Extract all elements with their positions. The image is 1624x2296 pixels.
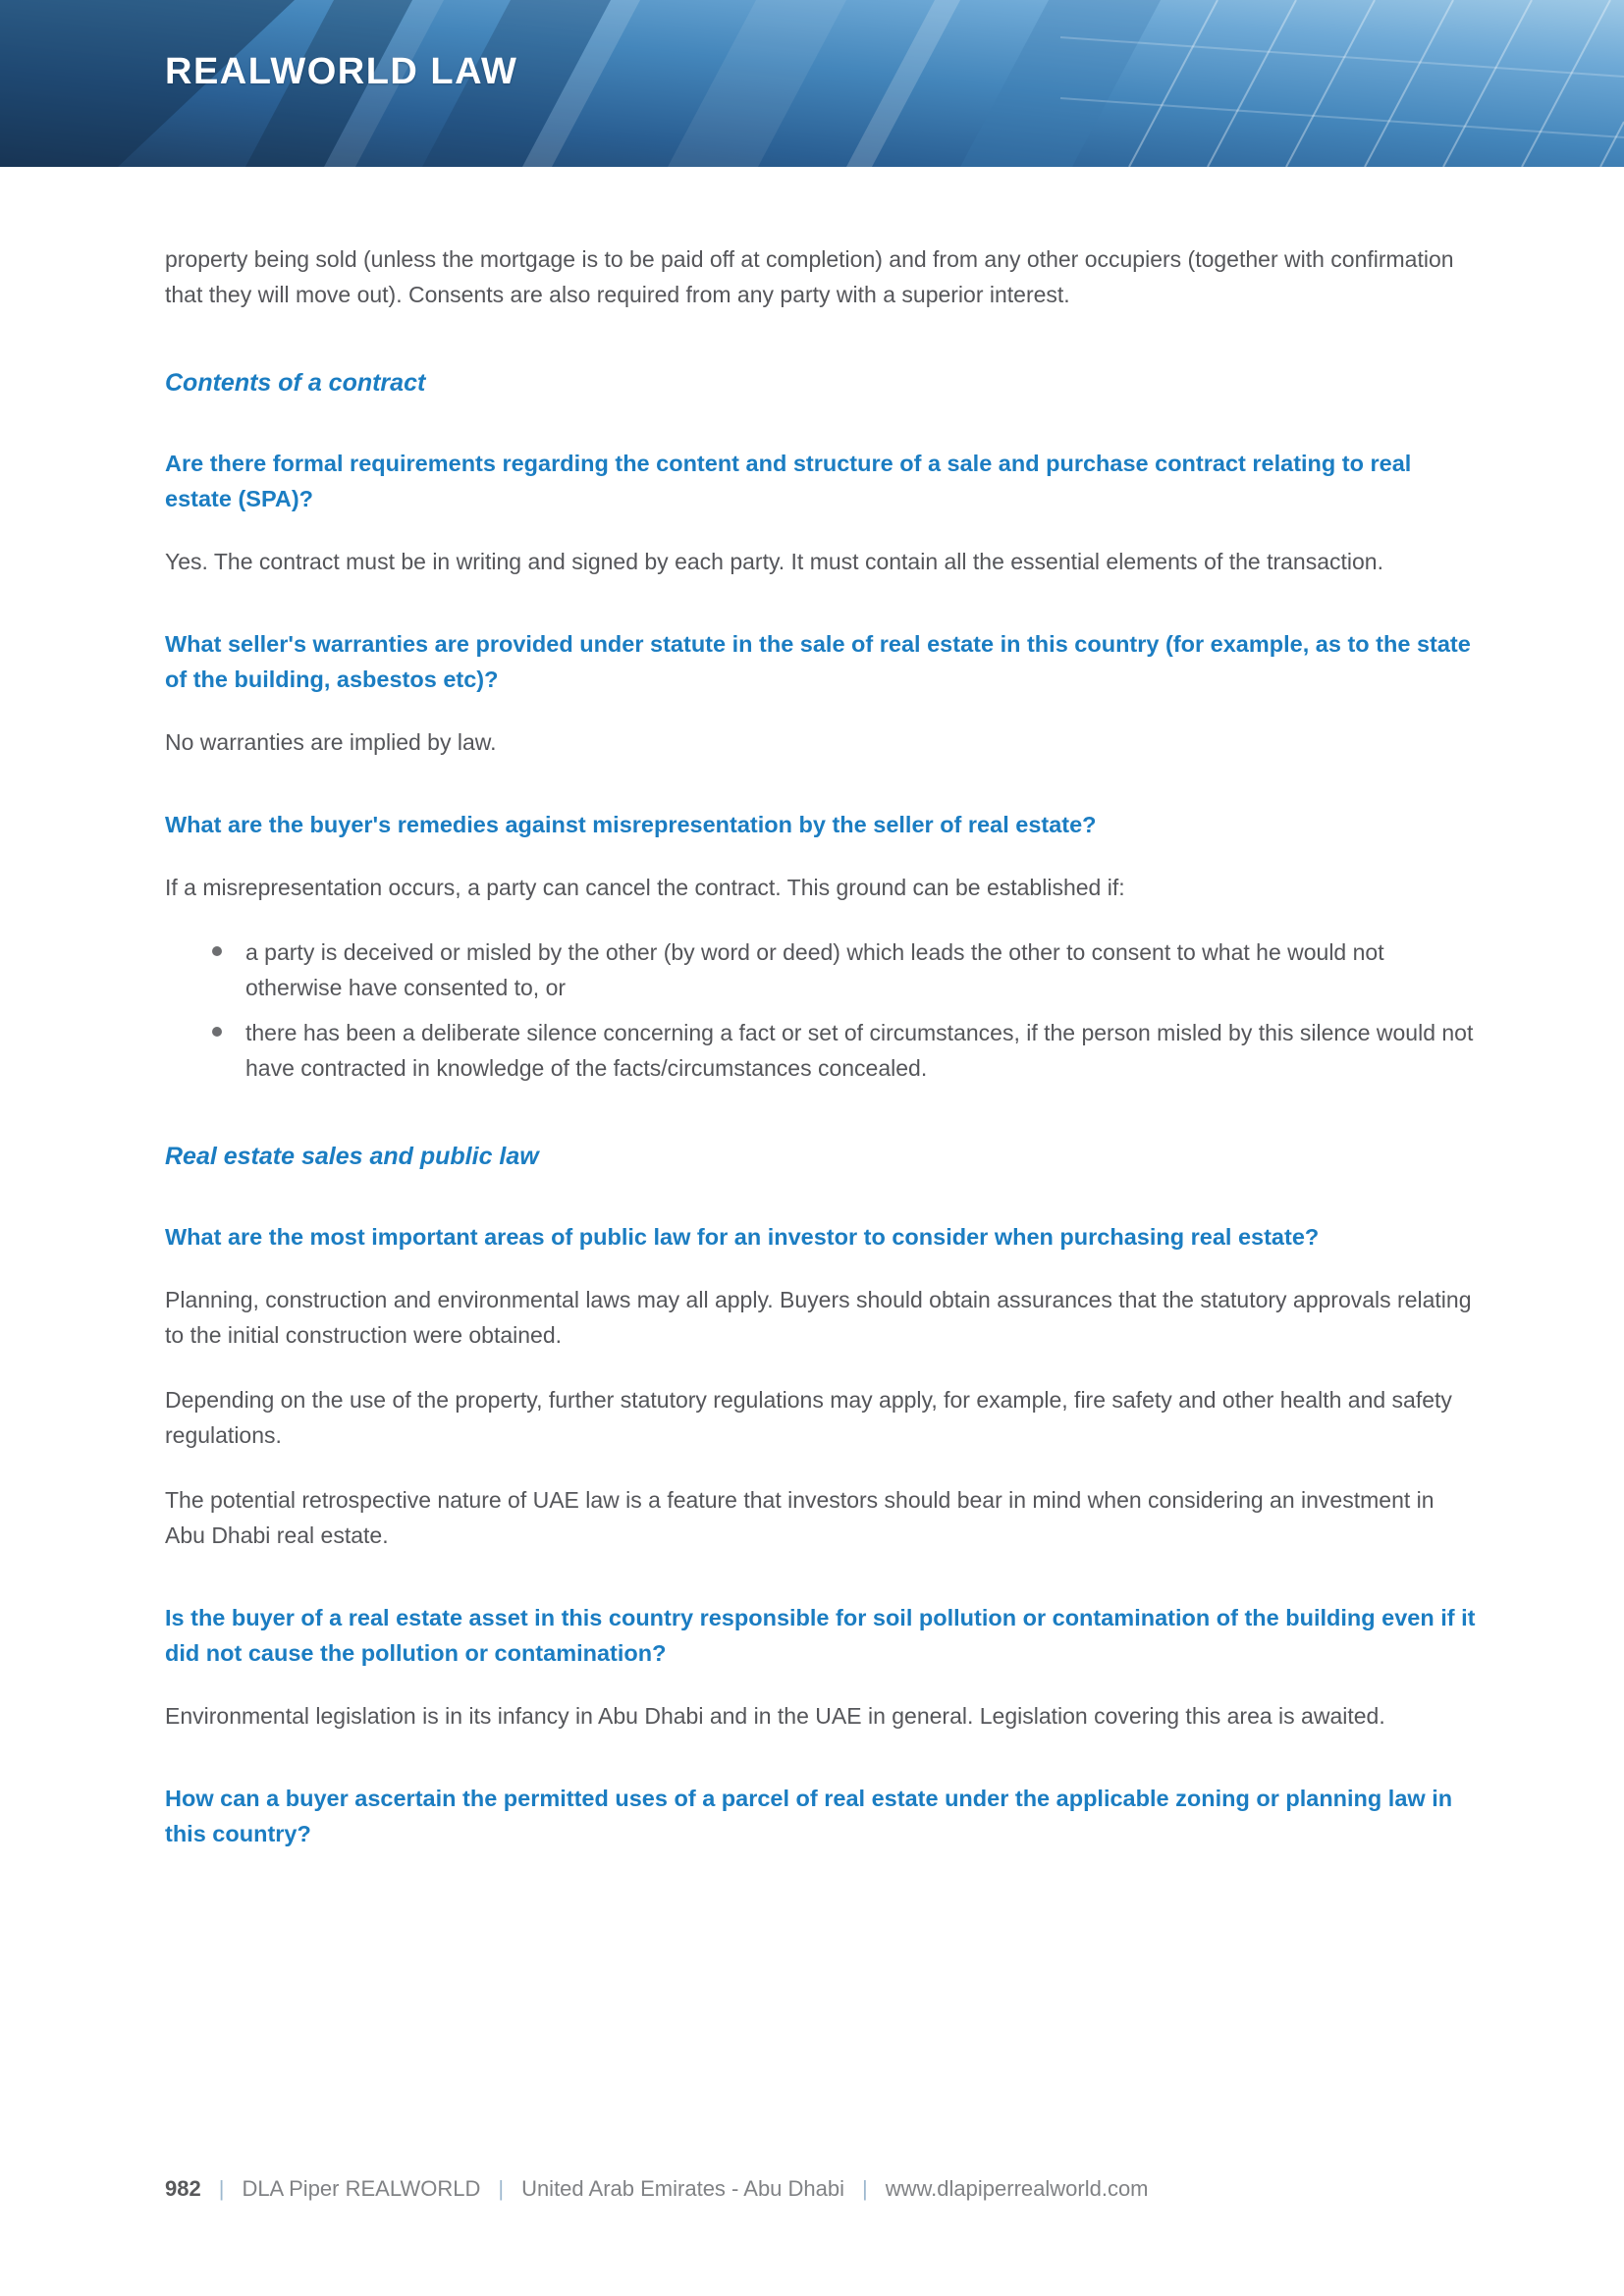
- page-number: 982: [165, 2176, 201, 2201]
- section-heading: Real estate sales and public law: [165, 1143, 539, 1170]
- question-heading: What are the buyer's remedies against misrepresentation by the seller of real estate?: [165, 812, 1097, 837]
- page-footer: [165, 2176, 1149, 2202]
- paragraph: No warranties are implied by law.: [165, 729, 497, 755]
- list-item: [212, 934, 1479, 1005]
- footer-location: United Arab Emirates - Abu Dhabi: [521, 2176, 845, 2201]
- bullet-list: [165, 934, 1479, 1086]
- question-heading: What are the most important areas of public law for an investor to consider when purchasing real estate?: [165, 1224, 1320, 1250]
- bullet-text: there has been a deliberate silence concerning a fact or set of circumstances, if the person misled by this silence would not have contracted in knowledge of the facts/circumstances concealed.: [245, 1020, 1474, 1081]
- footer-separator: |: [218, 2176, 225, 2201]
- paragraph: The potential retrospective nature of UAE law is a feature that investors should bear in mind when considering an investment in Abu Dhabi real estate.: [165, 1487, 1435, 1548]
- page-body: [0, 167, 1624, 1879]
- bullet-icon: [212, 946, 222, 956]
- list-item: [212, 1015, 1479, 1086]
- footer-publication: DLA Piper REALWORLD: [242, 2176, 481, 2201]
- question-heading: Is the buyer of a real estate asset in this country responsible for soil pollution or contamination of the building even if it did not cause the pollution or contamination?: [165, 1605, 1476, 1666]
- paragraph: Depending on the use of the property, further statutory regulations may apply, for example, fire safety and other health and safety regulations.: [165, 1387, 1452, 1448]
- bullet-text: a party is deceived or misled by the other (by word or deed) which leads the other to consent to what he would not otherwise have consented to, or: [245, 939, 1384, 1000]
- paragraph: If a misrepresentation occurs, a party can cancel the contract. This ground can be established if:: [165, 875, 1125, 900]
- footer-separator: |: [862, 2176, 868, 2201]
- section-heading: Contents of a contract: [165, 369, 426, 397]
- footer-website: www.dlapiperrealworld.com: [885, 2176, 1149, 2201]
- question-heading: Are there formal requirements regarding the content and structure of a sale and purchase contract relating to real estate (SPA)?: [165, 451, 1412, 511]
- paragraph: Environmental legislation is in its infancy in Abu Dhabi and in the UAE in general. Legislation covering this area is awaited.: [165, 1703, 1385, 1729]
- paragraph: Yes. The contract must be in writing and signed by each party. It must contain all the essential elements of the transaction.: [165, 549, 1383, 574]
- question-heading: How can a buyer ascertain the permitted uses of a parcel of real estate under the applicable zoning or planning law in this country?: [165, 1786, 1453, 1846]
- question-heading: What seller's warranties are provided under statute in the sale of real estate in this country (for example, as to the state of the building, asbestos etc)?: [165, 631, 1471, 692]
- bullet-icon: [212, 1027, 222, 1037]
- publication-title: REALWORLD LAW: [165, 51, 518, 92]
- footer-separator: |: [498, 2176, 505, 2201]
- paragraph: property being sold (unless the mortgage is to be paid off at completion) and from any other occupiers (together with confirmation that they will move out). Consents are also required from any party with a superior interest.: [165, 246, 1454, 307]
- paragraph: Planning, construction and environmental laws may all apply. Buyers should obtain assurances that the statutory approvals relating to the initial construction were obtained.: [165, 1287, 1472, 1348]
- page-header: [0, 0, 1624, 167]
